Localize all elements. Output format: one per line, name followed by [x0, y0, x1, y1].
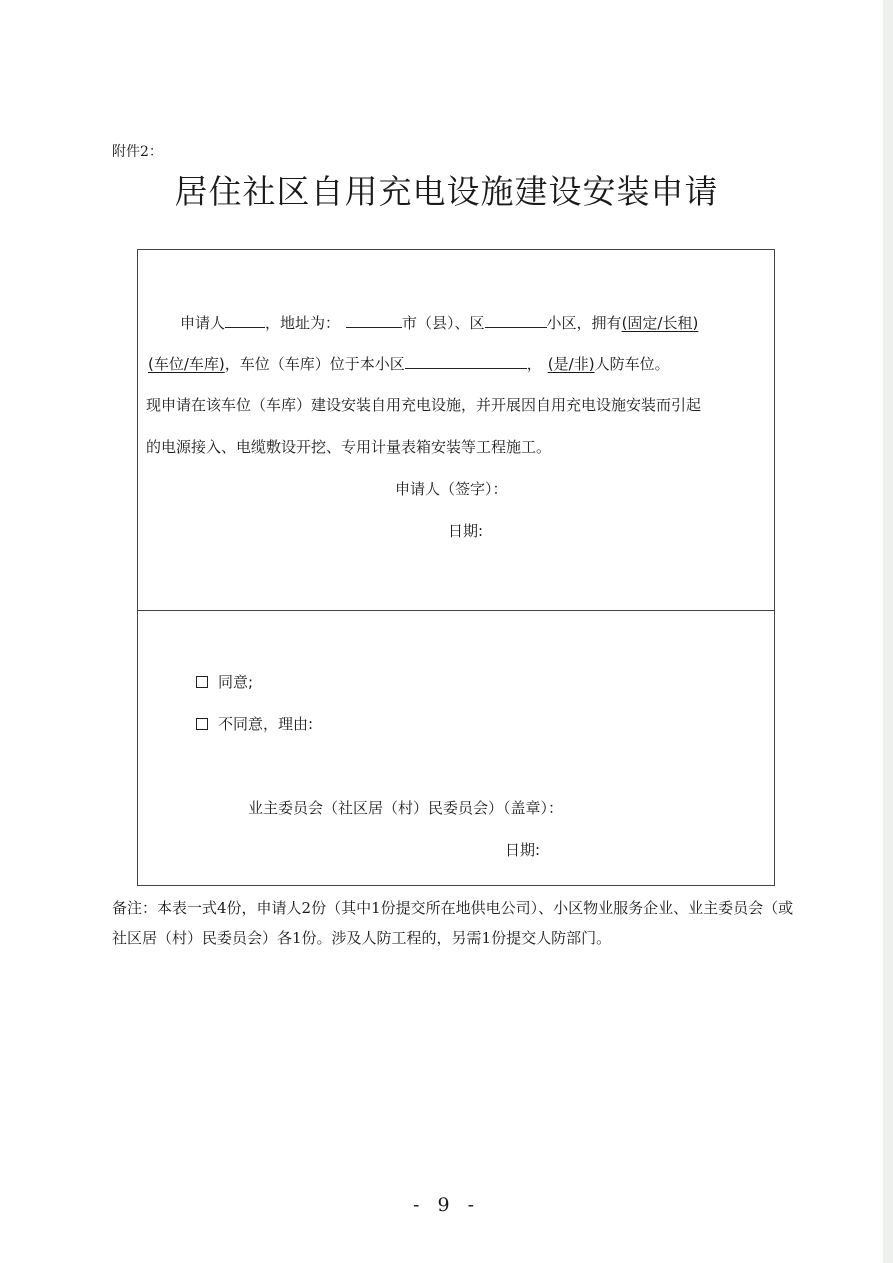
community-field[interactable]: [485, 312, 547, 328]
committee-seal-label: 业主委员会（社区居（村）民委员会）（盖章）：: [248, 799, 564, 817]
city-district-label: 市（县）、区: [402, 314, 485, 332]
section-divider: [138, 610, 774, 611]
agree-checkbox[interactable]: [196, 676, 208, 688]
applicant-line-3: 现申请在该车位（车库）建设安装自用充电设施，并开展因自用充电设施安装而引起: [146, 396, 702, 414]
application-date-label: 日期:: [448, 522, 484, 540]
space-garage-option[interactable]: (车位/车库): [148, 355, 225, 373]
approval-date-label: 日期:: [505, 841, 541, 859]
comma: ，: [526, 355, 542, 373]
location-label: ，车位（车库）位于本小区: [224, 355, 405, 373]
applicant-signature-label: 申请人（签字）：: [395, 480, 508, 498]
disagree-checkbox[interactable]: [196, 718, 208, 730]
applicant-name-field[interactable]: [225, 312, 265, 328]
page-number: - 9 -: [412, 1194, 480, 1216]
document-title: 居住社区自用充电设施建设安装申请: [174, 172, 719, 211]
agree-option: [196, 672, 253, 692]
location-field[interactable]: [405, 353, 527, 369]
agree-label: 同意;: [218, 673, 254, 691]
civil-defense-option[interactable]: (是/非): [547, 355, 595, 373]
application-form: [137, 249, 775, 886]
applicant-line-2: [148, 353, 670, 374]
address-label: ，地址为：: [265, 314, 341, 332]
applicant-label: 申请人: [180, 314, 226, 332]
civil-defense-label: 人防车位。: [594, 355, 670, 373]
disagree-option: [196, 714, 313, 734]
remarks-note: 备注：本表一式4份，申请人2份（其中1份提交所在地供电公司）、小区物业服务企业、业主委员会（或社区居（村）民委员会）各1份。涉及人防工程的，另需1份提交人防部门。: [112, 899, 794, 947]
community-label: 小区，拥有: [546, 314, 622, 332]
fixed-lease-option[interactable]: (固定/长租): [621, 314, 699, 332]
attachment-label: 附件2：: [112, 144, 163, 160]
applicant-line-4: 的电源接入、电缆敷设开挖、专用计量表箱安装等工程施工。: [146, 438, 552, 456]
applicant-line-1: [180, 312, 698, 333]
city-field[interactable]: [346, 312, 402, 328]
disagree-label: 不同意，理由:: [218, 715, 314, 733]
